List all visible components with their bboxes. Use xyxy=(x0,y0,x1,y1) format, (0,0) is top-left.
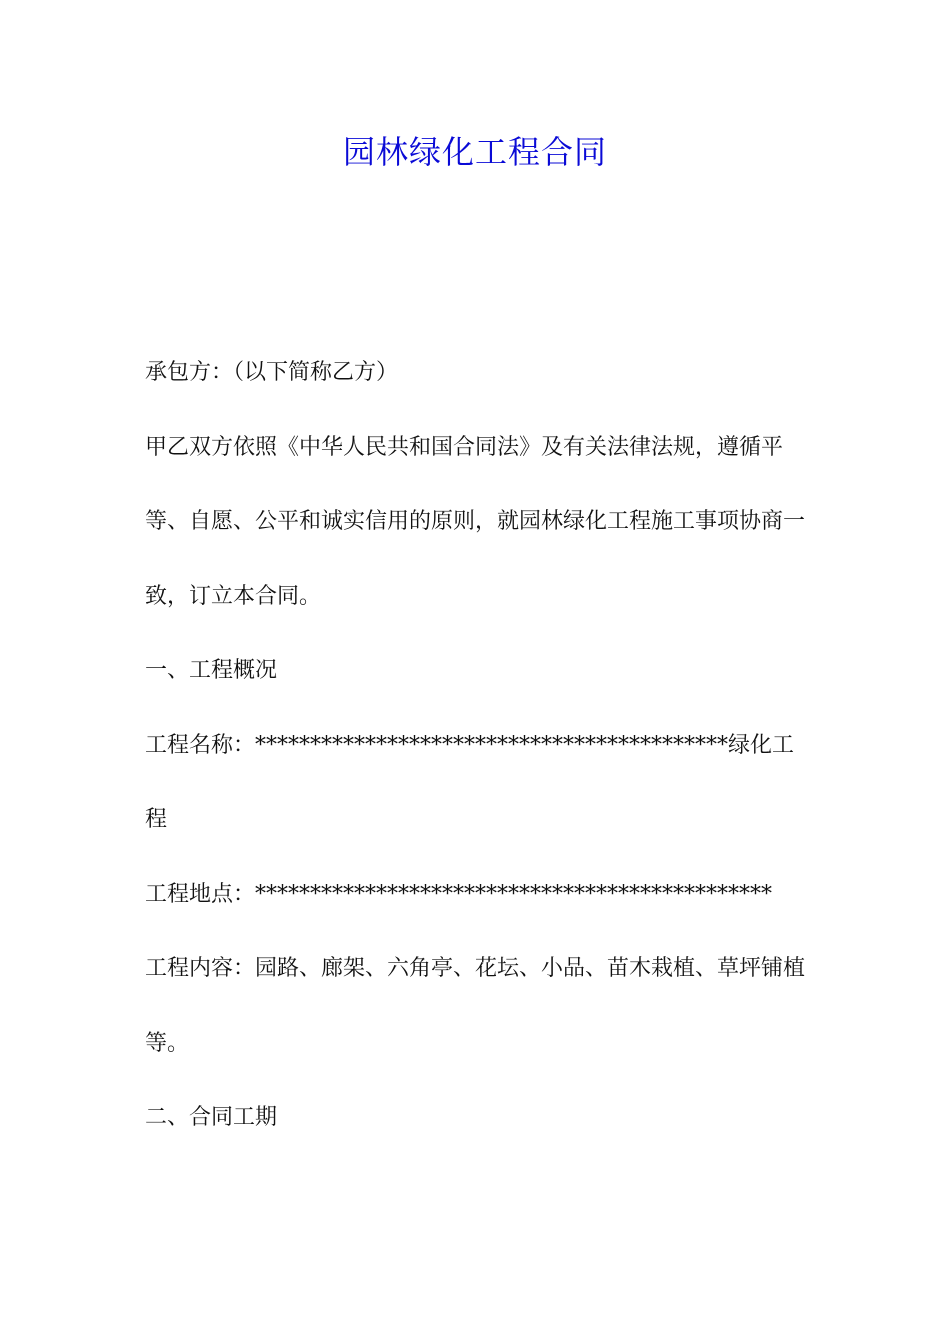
contractor-line: 承包方：（以下简称乙方） xyxy=(145,360,399,385)
project-name-line: 工程名称：*******************************************绿化工程 xyxy=(145,732,795,832)
project-content-line: 工程内容：园路、廊架、六角亭、花坛、小品、苗木栽植、草坪铺植等。 xyxy=(145,956,806,1056)
document-body xyxy=(145,336,807,1156)
project-location-line: 工程地点：*********************************************** xyxy=(145,881,773,907)
section-heading-project-overview: 一、工程概况 xyxy=(145,658,278,683)
preamble-paragraph: 甲乙双方依照《中华人民共和国合同法》及有关法律法规，遵循平等、自愿、公平和诚实信用的原则，就园林绿化工程施工事项协商一致，订立本合同。 xyxy=(145,434,806,609)
section-heading-contract-period: 二、合同工期 xyxy=(145,1105,278,1130)
document-title: 园林绿化工程合同 xyxy=(342,133,607,171)
